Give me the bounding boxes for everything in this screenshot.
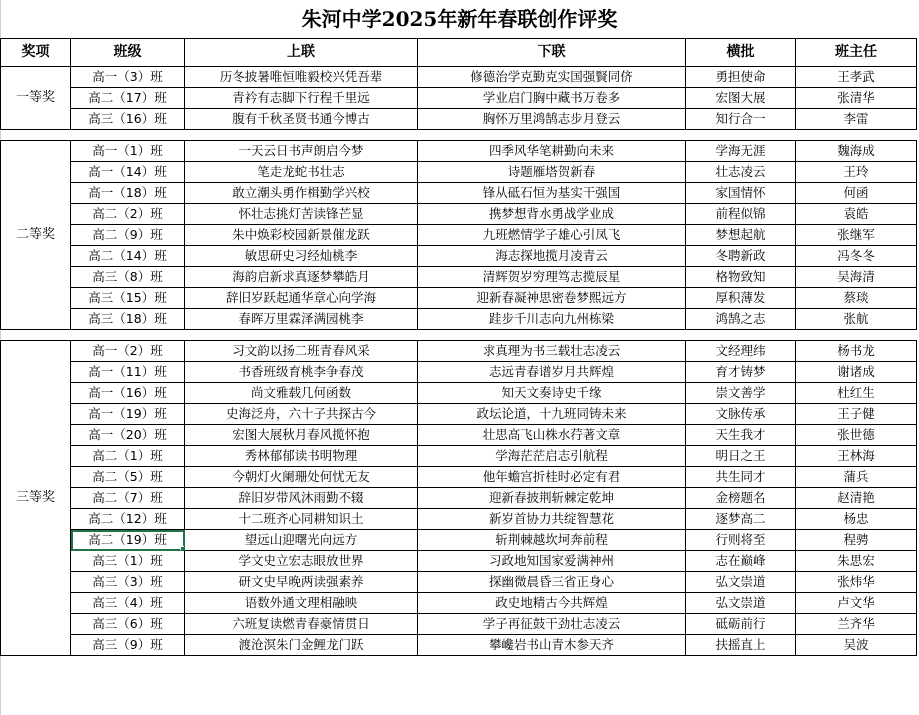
teacher-cell[interactable]: 王玲 — [796, 162, 917, 183]
table-row — [1, 246, 917, 267]
class-cell[interactable]: 高二（2）班 — [71, 204, 185, 225]
banner-cell[interactable]: 明日之王 — [686, 446, 796, 467]
second-line-cell[interactable]: 壮思高飞山株水荇著文章 — [418, 425, 686, 446]
second-line-cell[interactable]: 斩荆棘越坎坷奔前程 — [418, 530, 686, 551]
teacher-cell[interactable]: 杨书龙 — [796, 341, 917, 362]
teacher-cell[interactable]: 赵清艳 — [796, 488, 917, 509]
table-row — [1, 109, 917, 130]
teacher-cell[interactable]: 蔡琰 — [796, 288, 917, 309]
class-cell[interactable]: 高一（19）班 — [71, 404, 185, 425]
banner-cell[interactable]: 志在巅峰 — [686, 551, 796, 572]
banner-cell[interactable]: 厚积薄发 — [686, 288, 796, 309]
banner-cell[interactable]: 冬聘新政 — [686, 246, 796, 267]
class-cell[interactable]: 高三（1）班 — [71, 551, 185, 572]
first-line-cell[interactable]: 尚文雅载几何函数 — [185, 383, 418, 404]
class-cell[interactable]: 高二（1）班 — [71, 446, 185, 467]
banner-cell[interactable]: 弘文崇道 — [686, 572, 796, 593]
second-line-cell[interactable]: 探幽微晨昏三省正身心 — [418, 572, 686, 593]
second-line-cell[interactable]: 迎新春披荆斩棘定乾坤 — [418, 488, 686, 509]
second-line-cell[interactable]: 诗题雁塔贺新春 — [418, 162, 686, 183]
first-line-cell[interactable]: 朱中焕彩校园新景催龙跃 — [185, 225, 418, 246]
table-row — [1, 267, 917, 288]
second-line-cell[interactable]: 海志探地揽月凌青云 — [418, 246, 686, 267]
class-cell[interactable]: 高一（18）班 — [71, 183, 185, 204]
table-row — [1, 67, 917, 88]
class-cell[interactable]: 高三（3）班 — [71, 572, 185, 593]
banner-cell[interactable]: 弘文崇道 — [686, 593, 796, 614]
second-line-cell[interactable]: 四季风华笔耕勤向未来 — [418, 141, 686, 162]
first-line-cell[interactable]: 笔走龙蛇书壮志 — [185, 162, 418, 183]
teacher-cell[interactable]: 王孝武 — [796, 67, 917, 88]
table-row — [1, 341, 917, 362]
banner-cell[interactable]: 扶摇直上 — [686, 635, 796, 656]
teacher-cell[interactable]: 卢文华 — [796, 593, 917, 614]
table-row — [1, 530, 917, 551]
class-cell[interactable]: 高一（16）班 — [71, 383, 185, 404]
class-cell[interactable]: 高三（9）班 — [71, 635, 185, 656]
selected-class-cell[interactable]: 高二（19）班 — [71, 530, 185, 551]
first-line-cell[interactable]: 书香班级育桃李争春茂 — [185, 362, 418, 383]
second-line-cell[interactable]: 迎新春凝神思密卷梦熙远方 — [418, 288, 686, 309]
page-title: 朱河中学2025年新年春联创作评奖 — [301, 7, 618, 31]
table-row — [1, 551, 917, 572]
first-line-cell[interactable]: 一天云日书声朗启今梦 — [185, 141, 418, 162]
banner-cell[interactable]: 天生我才 — [686, 425, 796, 446]
class-cell[interactable]: 高三（8）班 — [71, 267, 185, 288]
class-cell[interactable]: 高一（11）班 — [71, 362, 185, 383]
teacher-cell[interactable]: 吴波 — [796, 635, 917, 656]
table-row — [1, 183, 917, 204]
teacher-cell[interactable]: 程骋 — [796, 530, 917, 551]
teacher-cell[interactable]: 谢诸成 — [796, 362, 917, 383]
first-line-cell[interactable]: 腹有千秋圣贤书通今博古 — [185, 109, 418, 130]
header-banner[interactable]: 横批 — [686, 39, 796, 67]
first-line-cell[interactable]: 今朝灯火阑珊处何忧无友 — [185, 467, 418, 488]
first-line-cell[interactable]: 青衿有志脚下行程千里远 — [185, 88, 418, 109]
second-line-cell[interactable]: 习政地知国家爱满神州 — [418, 551, 686, 572]
banner-cell[interactable]: 逐梦高二 — [686, 509, 796, 530]
first-line-cell[interactable]: 春晖万里霖泽满园桃李 — [185, 309, 418, 330]
teacher-cell[interactable]: 张继军 — [796, 225, 917, 246]
table-row — [1, 572, 917, 593]
teacher-cell[interactable]: 袁皓 — [796, 204, 917, 225]
table-row — [1, 425, 917, 446]
award-cell[interactable]: 二等奖 — [1, 141, 71, 330]
header-award[interactable]: 奖项 — [1, 39, 71, 67]
table-row — [1, 614, 917, 635]
banner-cell[interactable]: 育才铸梦 — [686, 362, 796, 383]
class-cell[interactable]: 高二（9）班 — [71, 225, 185, 246]
first-line-cell[interactable]: 敏思研史习经灿桃李 — [185, 246, 418, 267]
second-line-cell[interactable]: 求真理为书三载壮志凌云 — [418, 341, 686, 362]
second-line-cell[interactable]: 学子再征鼓干劲壮志凌云 — [418, 614, 686, 635]
first-line-cell[interactable]: 研文史早晚两读强素养 — [185, 572, 418, 593]
second-line-cell[interactable]: 九班燃情学子雄心引凤飞 — [418, 225, 686, 246]
teacher-cell[interactable]: 兰齐华 — [796, 614, 917, 635]
class-cell[interactable]: 高一（1）班 — [71, 141, 185, 162]
class-cell[interactable]: 高二（14）班 — [71, 246, 185, 267]
first-line-cell[interactable]: 海韵启新求真逐梦攀皓月 — [185, 267, 418, 288]
table-row — [1, 225, 917, 246]
class-cell[interactable]: 高三（4）班 — [71, 593, 185, 614]
table-row — [1, 362, 917, 383]
table-row — [1, 593, 917, 614]
class-cell[interactable]: 高三（18）班 — [71, 309, 185, 330]
first-line-cell[interactable]: 六班复读燃青春豪情贯日 — [185, 614, 418, 635]
teacher-cell[interactable]: 杨忠 — [796, 509, 917, 530]
header-second-line[interactable]: 下联 — [418, 39, 686, 67]
second-line-cell[interactable]: 学业启门胸中藏书万卷多 — [418, 88, 686, 109]
banner-cell[interactable]: 格物致知 — [686, 267, 796, 288]
table-row — [1, 383, 917, 404]
first-line-cell[interactable]: 历冬披暑唯恒唯毅校兴凭吾辈 — [185, 67, 418, 88]
class-cell[interactable]: 高三（16）班 — [71, 109, 185, 130]
second-line-cell[interactable]: 政史地精古今共辉煌 — [418, 593, 686, 614]
first-line-cell[interactable]: 习文韵以扬二班青春风采 — [185, 341, 418, 362]
teacher-cell[interactable]: 吴海清 — [796, 267, 917, 288]
banner-cell[interactable]: 崇文善学 — [686, 383, 796, 404]
banner-cell[interactable]: 家国情怀 — [686, 183, 796, 204]
class-cell[interactable]: 高三（15）班 — [71, 288, 185, 309]
first-line-cell[interactable]: 学文史立宏志眼放世界 — [185, 551, 418, 572]
second-line-cell[interactable]: 他年蟾宫折桂时必定有君 — [418, 467, 686, 488]
first-line-cell[interactable]: 怀壮志挑灯苦读锋芒显 — [185, 204, 418, 225]
banner-cell[interactable]: 壮志凌云 — [686, 162, 796, 183]
class-cell[interactable]: 高二（5）班 — [71, 467, 185, 488]
first-line-cell[interactable]: 望远山迎曙光向远方 — [185, 530, 418, 551]
banner-cell[interactable]: 鸿鹄之志 — [686, 309, 796, 330]
class-cell[interactable]: 高一（14）班 — [71, 162, 185, 183]
second-line-cell[interactable]: 跬步千川志向九州栋梁 — [418, 309, 686, 330]
award-cell[interactable]: 一等奖 — [1, 67, 71, 130]
second-line-cell[interactable]: 携梦想背水勇战学业成 — [418, 204, 686, 225]
banner-cell[interactable]: 文经理纬 — [686, 341, 796, 362]
first-line-cell[interactable]: 史海泛舟，六十子共探古今 — [185, 404, 418, 425]
banner-cell[interactable]: 砥砺前行 — [686, 614, 796, 635]
banner-cell[interactable]: 勇担使命 — [686, 67, 796, 88]
class-cell[interactable]: 高二（7）班 — [71, 488, 185, 509]
table-row — [1, 404, 917, 425]
table-row — [1, 88, 917, 109]
banner-cell[interactable]: 知行合一 — [686, 109, 796, 130]
banner-cell[interactable]: 学海无涯 — [686, 141, 796, 162]
spacer-cell[interactable] — [1, 330, 917, 341]
banner-cell[interactable]: 梦想起航 — [686, 225, 796, 246]
group-spacer-row — [1, 330, 917, 341]
first-line-cell[interactable]: 敢立潮头勇作楫勤学兴校 — [185, 183, 418, 204]
first-line-cell[interactable]: 十二班齐心同耕知识土 — [185, 509, 418, 530]
second-line-cell[interactable]: 攀巉岩书山青木参天齐 — [418, 635, 686, 656]
second-line-cell[interactable]: 修德治学克勤克实国强賢同侪 — [418, 67, 686, 88]
first-line-cell[interactable]: 辞旧岁跃起通华章心向学海 — [185, 288, 418, 309]
second-line-cell[interactable]: 政坛论道，十九班同铸未来 — [418, 404, 686, 425]
table-row — [1, 288, 917, 309]
header-class[interactable]: 班级 — [71, 39, 185, 67]
awards-table — [0, 38, 917, 656]
class-cell[interactable]: 高二（12）班 — [71, 509, 185, 530]
teacher-cell[interactable]: 王林海 — [796, 446, 917, 467]
table-row — [1, 141, 917, 162]
teacher-cell[interactable]: 杜红生 — [796, 383, 917, 404]
table-row — [1, 467, 917, 488]
header-row — [1, 39, 917, 67]
banner-cell[interactable]: 前程似锦 — [686, 204, 796, 225]
header-first-line[interactable]: 上联 — [185, 39, 418, 67]
second-line-cell[interactable]: 胸怀万里鸿鹄志步月登云 — [418, 109, 686, 130]
award-cell[interactable]: 三等奖 — [1, 341, 71, 656]
class-cell[interactable]: 高三（6）班 — [71, 614, 185, 635]
teacher-cell[interactable]: 魏海成 — [796, 141, 917, 162]
first-line-cell[interactable]: 渡沧溟朱门金鲤龙门跃 — [185, 635, 418, 656]
banner-cell[interactable]: 共生同才 — [686, 467, 796, 488]
teacher-cell[interactable]: 张炜华 — [796, 572, 917, 593]
second-line-cell[interactable]: 新岁首协力共绽智慧花 — [418, 509, 686, 530]
class-cell[interactable]: 高二（17）班 — [71, 88, 185, 109]
second-line-cell[interactable]: 学海茫茫启志引航程 — [418, 446, 686, 467]
second-line-cell[interactable]: 清辉贺岁穷理笃志揽辰星 — [418, 267, 686, 288]
teacher-cell[interactable]: 冯冬冬 — [796, 246, 917, 267]
banner-cell[interactable]: 金榜题名 — [686, 488, 796, 509]
second-line-cell[interactable]: 锋从砥石恒为基实干强国 — [418, 183, 686, 204]
table-row — [1, 162, 917, 183]
spacer-cell[interactable] — [1, 130, 917, 141]
teacher-cell[interactable]: 何函 — [796, 183, 917, 204]
banner-cell[interactable]: 宏图大展 — [686, 88, 796, 109]
teacher-cell[interactable]: 张航 — [796, 309, 917, 330]
teacher-cell[interactable]: 李雷 — [796, 109, 917, 130]
teacher-cell[interactable]: 张清华 — [796, 88, 917, 109]
first-line-cell[interactable]: 秀林郁郁读书明物理 — [185, 446, 418, 467]
teacher-cell[interactable]: 张世德 — [796, 425, 917, 446]
table-row — [1, 635, 917, 656]
teacher-cell[interactable]: 王子健 — [796, 404, 917, 425]
group-spacer-row — [1, 130, 917, 141]
teacher-cell[interactable]: 蒲兵 — [796, 467, 917, 488]
teacher-cell[interactable]: 朱思宏 — [796, 551, 917, 572]
second-line-cell[interactable]: 志远青春谱岁月共辉煌 — [418, 362, 686, 383]
first-line-cell[interactable]: 宏图大展秋月春风揽怀抱 — [185, 425, 418, 446]
first-line-cell[interactable]: 辞旧岁带风沐雨勤不辍 — [185, 488, 418, 509]
table-row — [1, 309, 917, 330]
table-row — [1, 488, 917, 509]
table-row — [1, 446, 917, 467]
banner-cell[interactable]: 行则将至 — [686, 530, 796, 551]
table-row — [1, 509, 917, 530]
class-cell[interactable]: 高一（2）班 — [71, 341, 185, 362]
table-body — [1, 67, 917, 656]
table-row — [1, 204, 917, 225]
second-line-cell[interactable]: 知天文奏诗史千缘 — [418, 383, 686, 404]
header-teacher[interactable]: 班主任 — [796, 39, 917, 67]
banner-cell[interactable]: 文脉传承 — [686, 404, 796, 425]
class-cell[interactable]: 高一（20）班 — [71, 425, 185, 446]
class-cell[interactable]: 高一（3）班 — [71, 67, 185, 88]
first-line-cell[interactable]: 语数外通文理相融映 — [185, 593, 418, 614]
